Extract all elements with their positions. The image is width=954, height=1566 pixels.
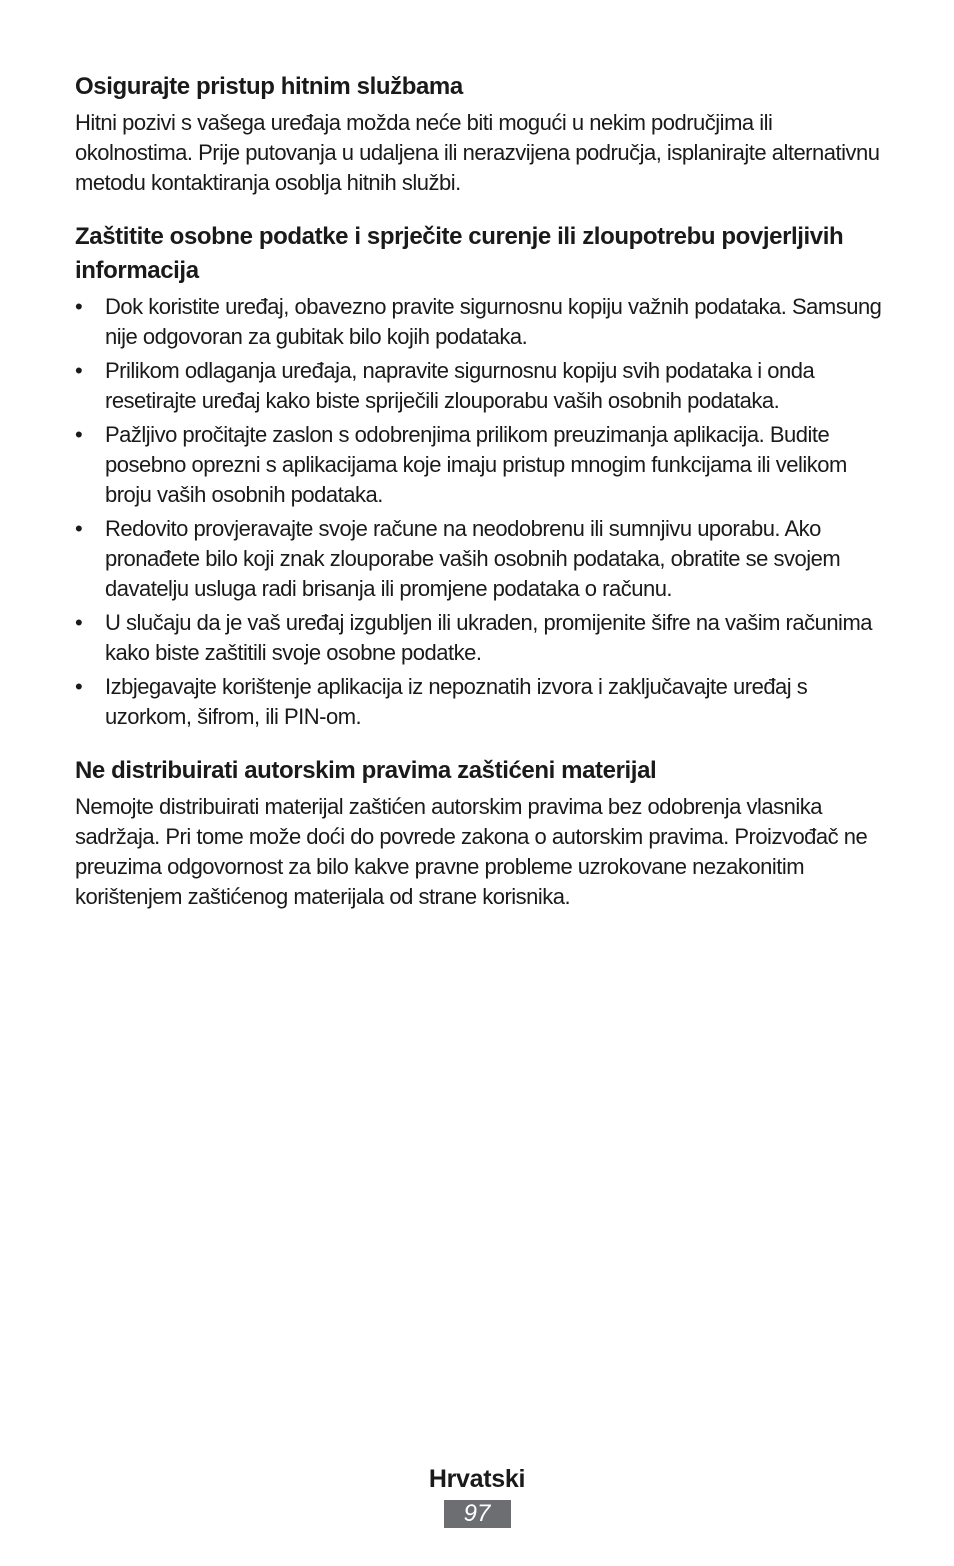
bullet-icon: •	[75, 610, 83, 635]
bullet-icon: •	[75, 358, 83, 383]
section-paragraph: Hitni pozivi s vašega uređaja možda neće biti mogući u nekim područjima ili okolnostima. Prije putovanja u udaljena ili nerazvijena područja, isplanirajte alternativnu metodu kontaktiranja osoblja hitnih službi.	[75, 110, 880, 195]
list-item-text: Redovito provjeravajte svoje račune na neodobrenu ili sumnjivu uporabu. Ako pronađete bilo koji znak zlouporabe vaših osobnih podataka, obratite se svojem davatelju usluga radi brisanja ili promjene podataka o računu.	[105, 516, 841, 601]
section-heading: Ne distribuirati autorskim pravima zaštićeni materijal	[75, 757, 657, 784]
bullet-icon: •	[75, 674, 83, 699]
list-item-text: Izbjegavajte korištenje aplikacija iz nepoznatih izvora i zaključavajte uređaj s uzorkom, šifrom, ili PIN-om.	[105, 674, 808, 729]
list-item	[75, 356, 890, 416]
bullet-icon: •	[75, 294, 83, 319]
bullet-list	[75, 292, 890, 732]
list-item	[75, 672, 890, 732]
document-body	[75, 70, 890, 934]
list-item-text: U slučaju da je vaš uređaj izgubljen ili ukraden, promijenite šifre na vašim računima kako biste zaštitili svoje osobne podatke.	[105, 610, 872, 665]
section-copyright-material	[75, 754, 890, 912]
list-item	[75, 514, 890, 604]
section-protect-personal-data	[75, 220, 890, 732]
page-number: 97	[444, 1500, 511, 1528]
list-item	[75, 608, 890, 668]
list-item-text: Dok koristite uređaj, obavezno pravite sigurnosnu kopiju važnih podataka. Samsung nije odgovoran za gubitak bilo kojih podataka.	[105, 294, 882, 349]
section-heading: Osigurajte pristup hitnim službama	[75, 73, 463, 100]
bullet-icon: •	[75, 516, 83, 541]
section-emergency-services	[75, 70, 890, 198]
footer-language: Hrvatski	[428, 1465, 526, 1493]
page-footer	[0, 1462, 954, 1528]
list-item	[75, 292, 890, 352]
bullet-icon: •	[75, 422, 83, 447]
list-item-text: Prilikom odlaganja uređaja, napravite sigurnosnu kopiju svih podataka i onda resetirajte uređaj kako biste spriječili zlouporabu vaših osobnih podataka.	[105, 358, 815, 413]
section-paragraph: Nemojte distribuirati materijal zaštićen autorskim pravima bez odobrenja vlasnika sadržaja. Pri tome može doći do povrede zakona o autorskim pravima. Proizvođač ne preuzima odgovornost za bilo kakve pravne probleme uzrokovane nezakonitim korištenjem zaštićenog materijala od strane korisnika.	[75, 794, 868, 909]
list-item-text: Pažljivo pročitajte zaslon s odobrenjima prilikom preuzimanja aplikacija. Budite posebno oprezni s aplikacijama koje imaju pristup mnogim funkcijama ili velikom broju vaših osobnih podataka.	[105, 422, 847, 507]
list-item	[75, 420, 890, 510]
section-heading: Zaštitite osobne podatke i sprječite curenje ili zloupotrebu povjerljivih informacija	[75, 223, 844, 284]
